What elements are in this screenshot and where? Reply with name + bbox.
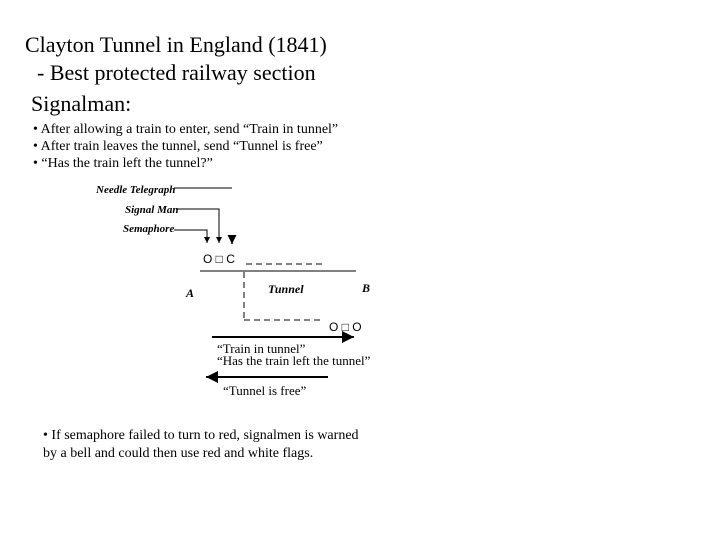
signal-man-connector (176, 209, 219, 243)
end-label-a: A (186, 286, 195, 300)
tunnel-label: Tunnel (268, 282, 304, 296)
msg-has-train-left: “Has the train left the tunnel” (217, 353, 371, 368)
semaphore-connector (174, 230, 207, 243)
bullet-tunnel-free: • After train leaves the tunnel, send “Tunnel is free” (33, 139, 323, 154)
msg-tunnel-is-free: “Tunnel is free” (223, 383, 307, 398)
section-heading: Signalman: (31, 91, 132, 116)
label-signal-man: Signal Man (125, 204, 179, 216)
label-needle-telegraph: Needle Telegraph (96, 184, 176, 196)
indicator-left: O □ C (203, 252, 235, 266)
page-title: Clayton Tunnel in England (1841) (25, 32, 327, 57)
bullet-train-in-tunnel: • After allowing a train to enter, send “Train in tunnel” (33, 122, 339, 137)
end-label-b: B (362, 281, 371, 295)
bullet-has-train-left: • “Has the train left the tunnel?” (33, 156, 213, 171)
msg-train-in-tunnel: “Train in tunnel” (217, 341, 306, 356)
page-subtitle: - Best protected railway section (37, 60, 316, 85)
label-semaphore: Semaphore (123, 223, 175, 235)
indicator-right: O □ O (329, 320, 362, 334)
semaphore-failure-note: • If semaphore failed to turn to red, signalmen is warned by a bell and could then use red and white flags. (43, 428, 359, 461)
